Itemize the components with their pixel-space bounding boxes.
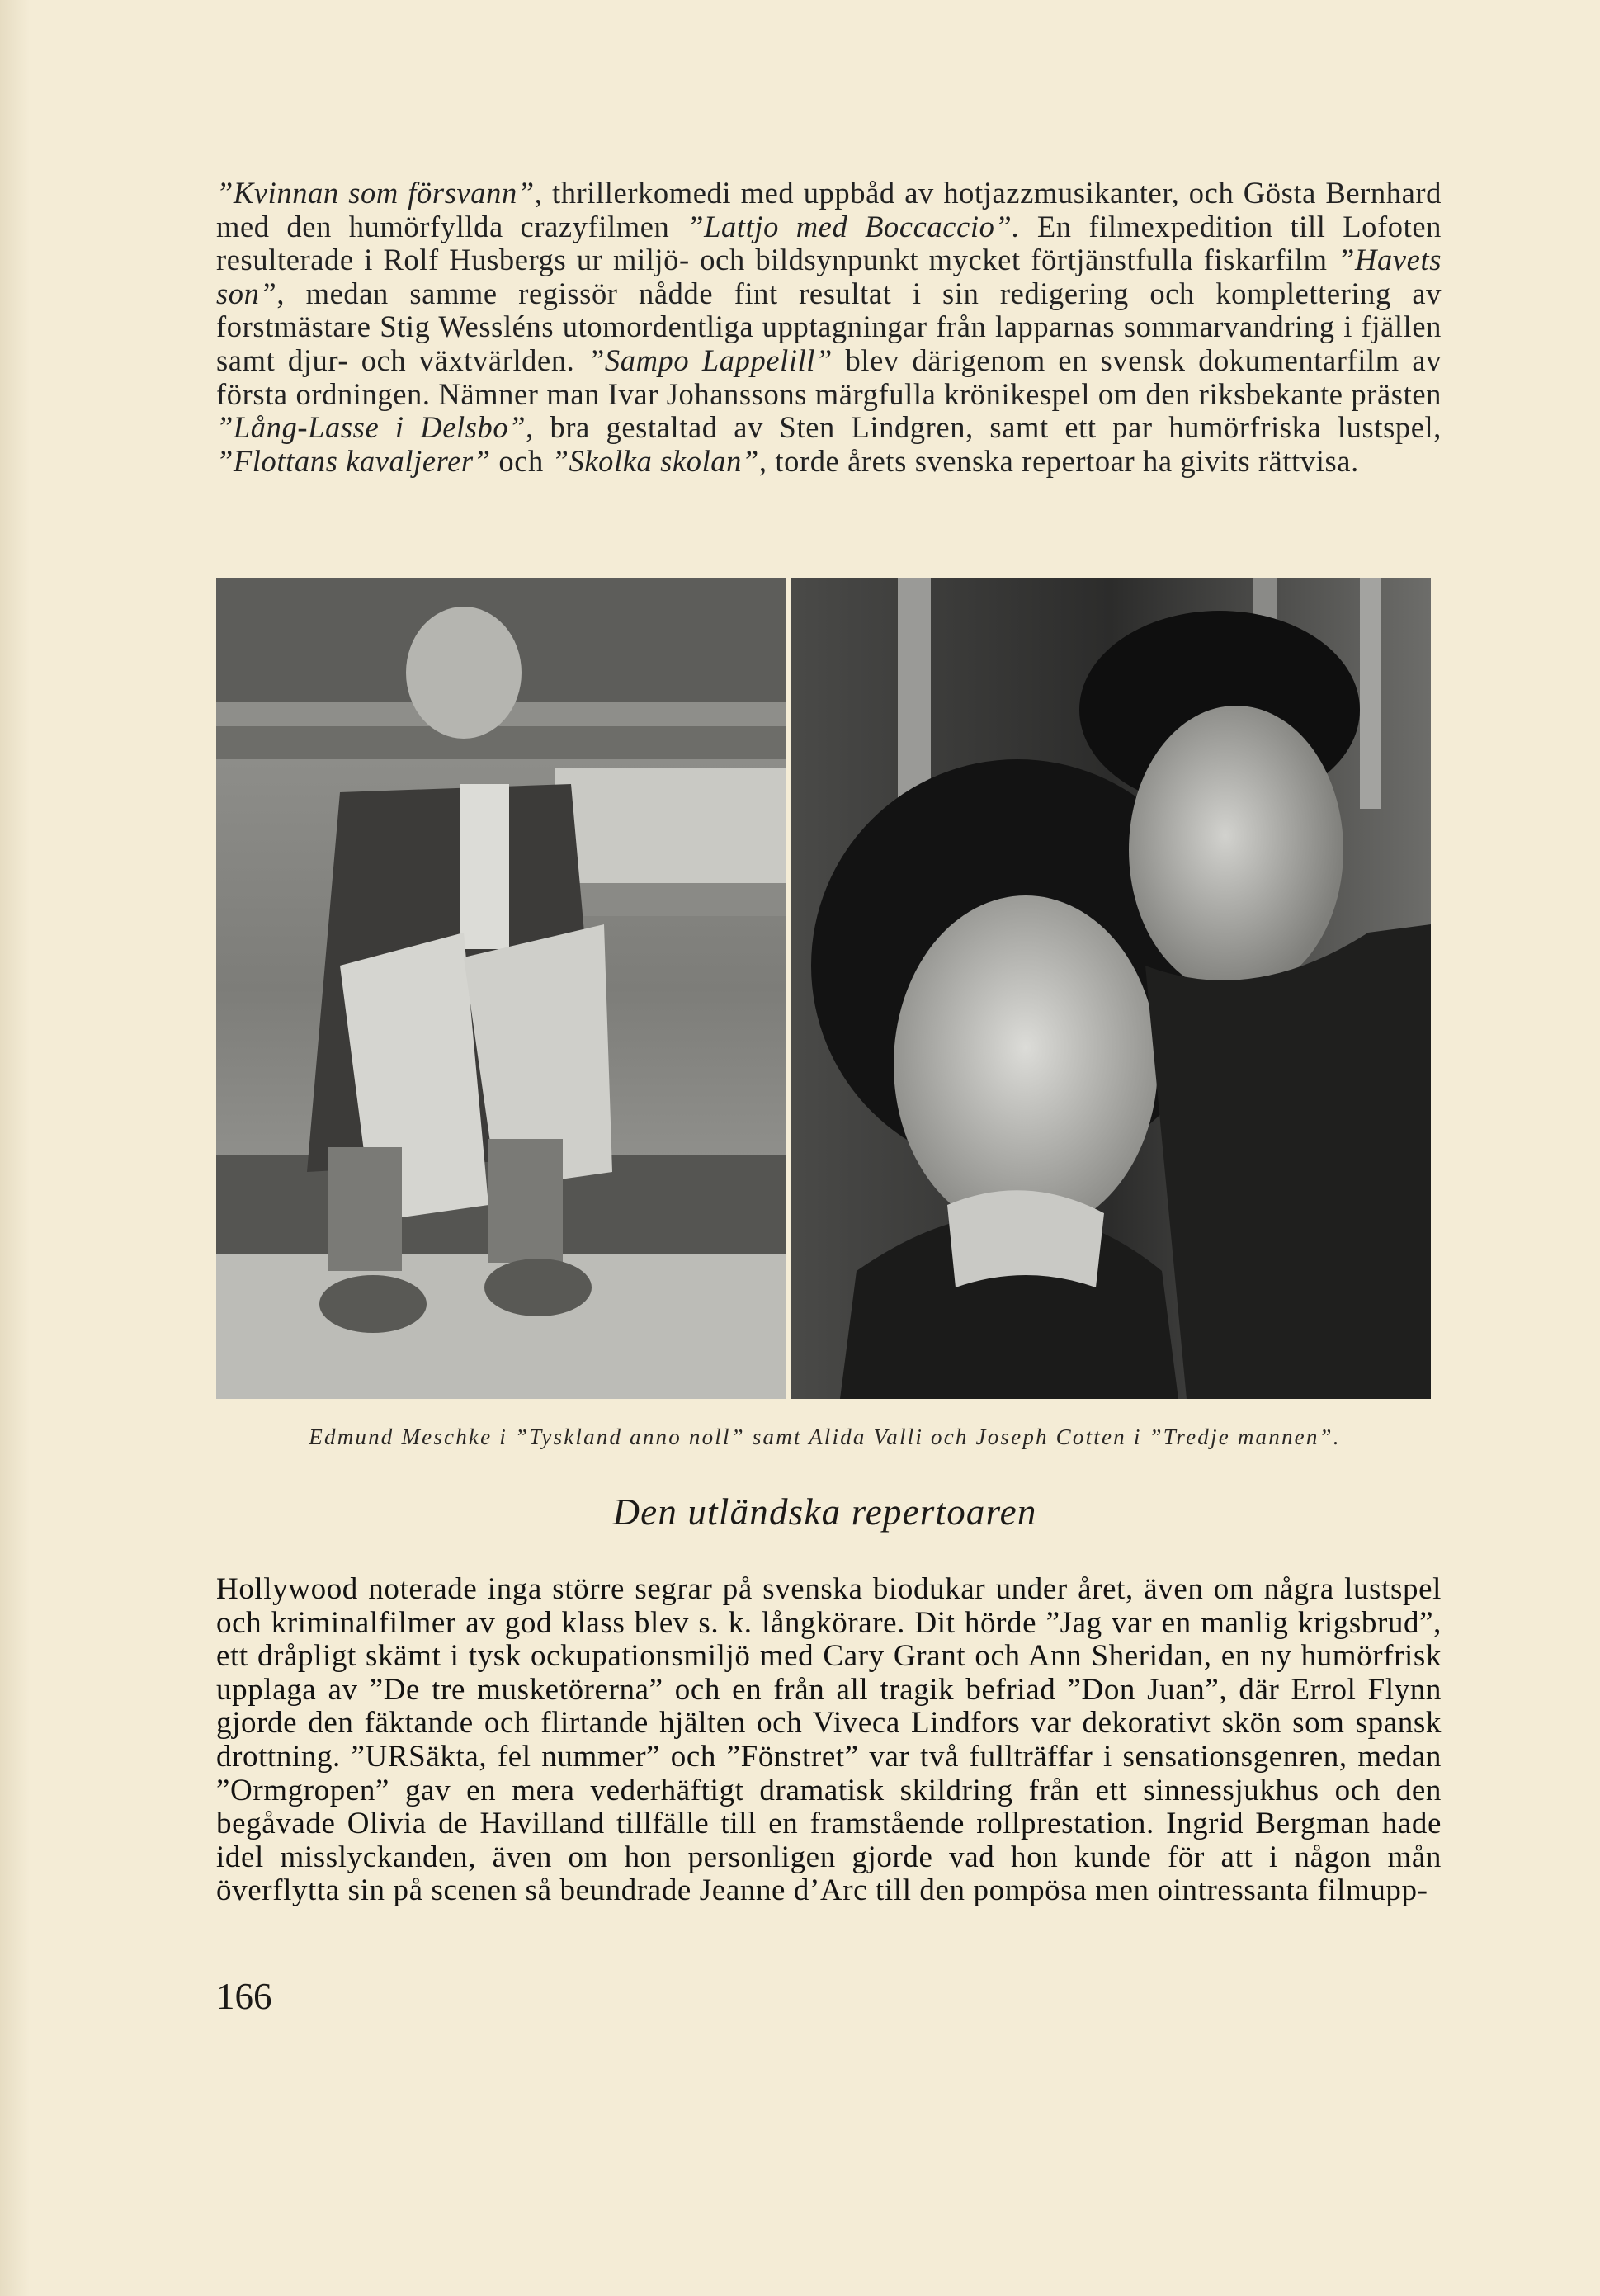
text-run: , thrillerkomedi med uppbåd av hotjazzmusikanter, och Gösta Bernhard med den humörfyllda crazyfilmen [216,176,1442,243]
text-run: och [490,443,552,478]
film-title: ”Flottans kavaljerer” [216,443,491,478]
text-run: , torde årets svenska repertoar ha givits rättvisa. [758,443,1359,478]
section-heading: Den utländska repertoaren [612,1491,1037,1533]
text-run: , bra gestaltad av Sten Lindgren, samt ett par humörfriska lustspel, [526,410,1442,445]
film-title: ”Kvinnan som försvann” [216,176,535,210]
page-number: 166 [216,1976,272,2017]
film-title: ”Lång-Lasse i Delsbo” [216,410,526,445]
boy-on-steps-photo [216,578,786,1399]
film-still-tyskland-anno-noll [216,578,786,1399]
text-run: En filmexpedition till Lofoten resulterade i Rolf Husbergs ur miljö- och bildsynpunkt mycket förtjänstfulla fiskarfilm [216,209,1442,277]
body-paragraph: Hollywood noterade inga större segrar på svenska biodukar under året, även om några lustspel och kriminalfilmer av god klass blev s. k. långkörare. Dit hörde ”Jag var en manlig krigsbrud”, ett dråpligt skämt i tysk ockupationsmiljö med Cary Grant och Ann Sheridan, en ny humörfrisk upplaga av ”De tre musketörerna” och en från all tragik befriad ”Don Juan”, där Errol Flynn gjorde den fäktande och flirtande hjälten och Viveca Lindfors var dekorativt skön som spansk drottning. ”URSäkta, fel nummer” och ”Fönstret” var två fullträffar i sensationsgenren, medan ”Ormgropen” gav en mera vederhäftigt dramatisk skildring från ett sinnessjukhus och den begåvade Olivia de Havilland tillfälle till en framstående rollprestation. Ingrid Bergman hade idel misslyckanden, även om hon personligen gjorde vad hon kunde för att i någon mån överflytta sin på scenen så beundrade Jeanne d’Arc till den pompösa men ointressanta filmupp- [216,1572,1442,1908]
film-title: ”Sampo Lappelill” [588,343,833,377]
photo-caption: Edmund Meschke i ”Tyskland anno noll” samt Alida Valli och Joseph Cotten i ”Tredje mannen”. [309,1424,1341,1449]
text-run: , medan samme regissör nådde fint resultat i sin redigering och komplettering av forstmästare Stig Wessléns utomordentliga upptagningar från lapparnas sommarvandring i fjällen samt djur- och växtvärlden. [216,276,1442,377]
couple-portrait-photo [791,578,1431,1399]
film-title: ”Havets son” [216,243,1442,310]
intro-paragraph [216,177,1442,478]
film-title: ”Lattjo med Boccaccio”. [687,209,1021,243]
film-still-tredje-mannen [791,578,1431,1399]
text-run: blev därigenom en svensk dokumentarfilm av första ordningen. Nämner man Ivar Johanssons märgfulla krönikespel om den riksbekante prästen [216,343,1442,411]
film-title: ”Skolka skolan” [551,443,759,478]
